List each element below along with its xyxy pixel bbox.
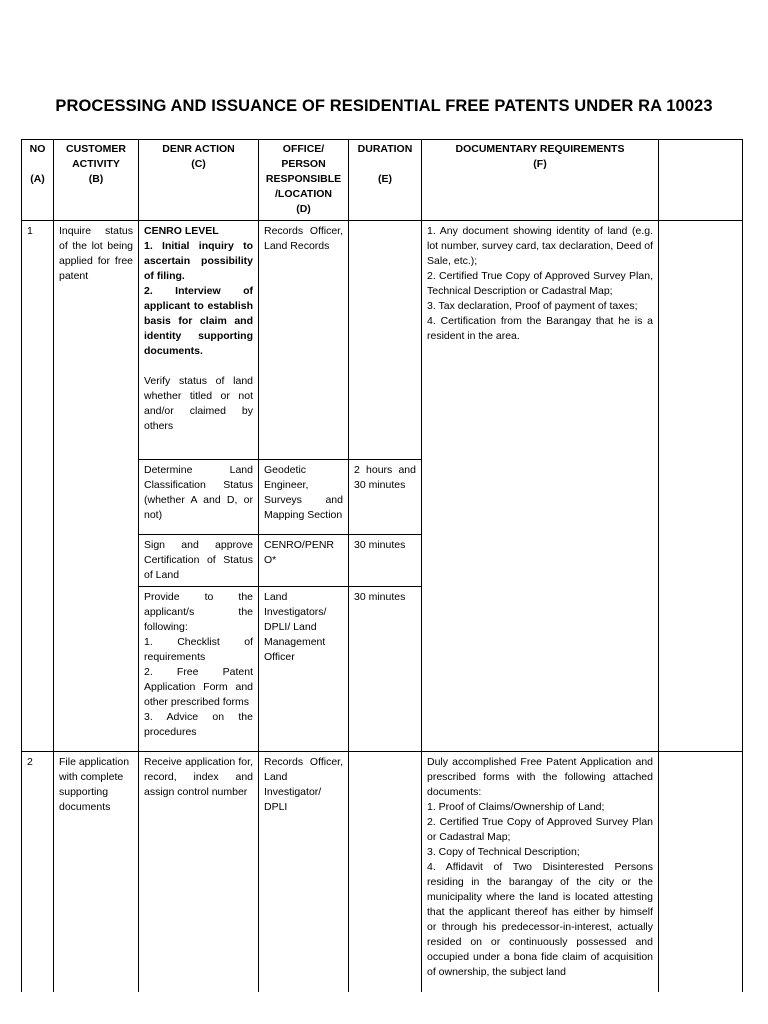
cell-customer-activity: File application with complete supporting documents bbox=[54, 752, 139, 992]
table-row bbox=[22, 221, 743, 460]
header-denr-action: DENR ACTION (C) bbox=[139, 140, 259, 221]
cell-no: 1 bbox=[22, 221, 54, 752]
cell-denr-action: Determine Land Classification Status (whether A and D, or not) bbox=[139, 460, 259, 535]
cell-blank bbox=[659, 752, 743, 992]
header-row bbox=[22, 140, 743, 221]
table-row bbox=[22, 752, 743, 992]
header-customer-activity: CUSTOMER ACTIVITY (B) bbox=[54, 140, 139, 221]
header-duration: DURATION (E) bbox=[349, 140, 422, 221]
header-office: OFFICE/ PERSON RESPONSIBLE /LOCATION (D) bbox=[259, 140, 349, 221]
cell-office: Records Officer, Land Investigator/ DPLI bbox=[259, 752, 349, 992]
cell-office: Records Officer, Land Records bbox=[259, 221, 349, 460]
cell-denr-action: CENRO LEVEL 1. Initial inquiry to ascertain possibility of filing. 2. Interview of applicant to establish basis for claim and identity supporting documents. Verify status of land whether titled or not and/or claimed by others bbox=[139, 221, 259, 460]
document-title: PROCESSING AND ISSUANCE OF RESIDENTIAL FREE PATENTS UNDER RA 10023 bbox=[55, 97, 713, 115]
cell-denr-action: Sign and approve Certification of Status of Land bbox=[139, 535, 259, 587]
cell-duration bbox=[349, 221, 422, 460]
cell-documentary-requirements: 1. Any document showing identity of land (e.g. lot number, survey card, tax declaration, Deed of Sale, etc.); 2. Certified True Copy of Approved Survey Plan, Technical Description or Cadastral Map; 3. Tax declaration, Proof of payment of taxes; 4. Certification from the Barangay that he is a resident in the area. bbox=[422, 221, 659, 752]
cell-duration bbox=[349, 752, 422, 992]
cell-duration: 2 hours and 30 minutes bbox=[349, 460, 422, 535]
cell-denr-action: Receive application for, record, index and assign control number bbox=[139, 752, 259, 992]
cell-duration: 30 minutes bbox=[349, 587, 422, 752]
cell-no: 2 bbox=[22, 752, 54, 992]
requirements-table bbox=[21, 139, 743, 992]
cell-blank bbox=[659, 221, 743, 752]
cell-office: Geodetic Engineer, Surveys and Mapping Section bbox=[259, 460, 349, 535]
cell-office: CENRO/PENR O* bbox=[259, 535, 349, 587]
cell-customer-activity: Inquire status of the lot being applied for free patent bbox=[54, 221, 139, 752]
cell-denr-action: Provide to the applicant/s the following: 1. Checklist of requirements 2. Free Patent Application Form and other prescribed forms 3. Advice on the procedures bbox=[139, 587, 259, 752]
cell-office: Land Investigators/ DPLI/ Land Management Officer bbox=[259, 587, 349, 752]
header-documentary-requirements: DOCUMENTARY REQUIREMENTS (F) bbox=[422, 140, 659, 221]
cell-documentary-requirements: Duly accomplished Free Patent Application and prescribed forms with the following attached documents: 1. Proof of Claims/Ownership of Land; 2. Certified True Copy of Approved Survey Plan or Cadastral Map; 3. Copy of Technical Description; 4. Affidavit of Two Disinterested Persons residing in the barangay of the city or the municipality where the land is located attesting that the applicant thereof has either by himself or through his predecessor-in-interest, actually resided on or continuously possessed and occupied under a bona fide claim of acquisition of ownership, the subject land bbox=[422, 752, 659, 992]
cenro-level-label: CENRO LEVEL bbox=[144, 225, 219, 237]
header-blank bbox=[659, 140, 743, 221]
cell-duration: 30 minutes bbox=[349, 535, 422, 587]
header-no: NO (A) bbox=[22, 140, 54, 221]
